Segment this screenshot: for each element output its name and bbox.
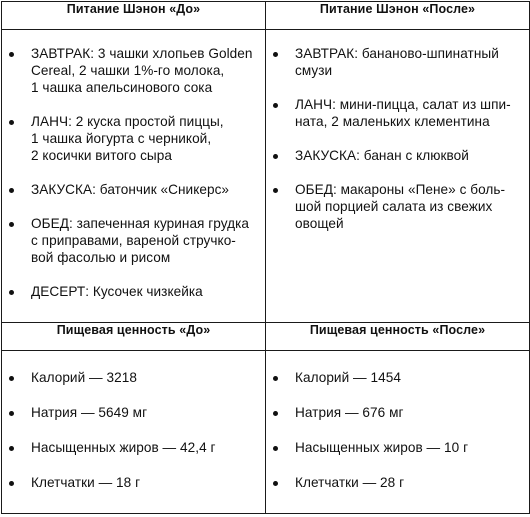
item-line: смузи xyxy=(295,63,333,78)
after-diet-cell xyxy=(266,30,530,323)
after-diet-header: Питание Шэнон «После» xyxy=(266,2,530,30)
bullet-icon xyxy=(9,446,14,451)
after-values-cell xyxy=(266,351,530,514)
values-content-row xyxy=(2,351,530,514)
before-diet-cell xyxy=(2,30,266,323)
item-line: 2 косички витого сыра xyxy=(31,148,172,163)
item-line: ЛАНЧ: мини-пицца, салат из шпи- xyxy=(295,97,511,112)
item-line: ОБЕД: макароны «Пене» с боль- xyxy=(295,182,506,197)
bullet-icon xyxy=(9,376,14,381)
item-text: Клетчатки — 28 г xyxy=(295,475,405,490)
list-item xyxy=(2,369,265,386)
bullet-icon xyxy=(9,120,14,125)
item-line: ЗАВТРАК: 3 чашки хлопьев Golden xyxy=(31,46,253,61)
item-line: ната, 2 маленьких клементина xyxy=(295,114,490,129)
list-item xyxy=(266,404,529,421)
list-item xyxy=(266,45,529,79)
list-item xyxy=(2,215,265,266)
list-item xyxy=(2,474,265,491)
item-text: Натрия — 5649 мг xyxy=(31,405,148,420)
item-line: шой порцией салата из свежих xyxy=(295,199,493,214)
before-values-header: Пищевая ценность «До» xyxy=(2,323,266,351)
item-text: Клетчатки — 18 г xyxy=(31,475,141,490)
bullet-icon xyxy=(273,446,278,451)
item-line: 1 чашка йогурта с черникой, xyxy=(31,131,212,146)
list-item xyxy=(266,369,529,386)
bullet-icon xyxy=(9,290,14,295)
bullet-icon xyxy=(273,52,278,57)
item-line: ДЕСЕРТ: Кусочек чизкейка xyxy=(31,284,203,299)
list-item xyxy=(2,283,265,300)
list-item xyxy=(266,474,529,491)
diet-header-row xyxy=(2,2,530,30)
bullet-icon xyxy=(9,188,14,193)
list-item xyxy=(2,181,265,198)
item-line: ЗАВТРАК: бананово-шпинатный xyxy=(295,46,499,61)
item-text: Калорий — 3218 xyxy=(31,370,137,385)
item-line: Cereal, 2 чашки 1%-го молока, xyxy=(31,63,225,78)
nutrition-table xyxy=(1,1,530,514)
after-values-list xyxy=(266,351,529,491)
list-item xyxy=(2,113,265,164)
list-item xyxy=(2,439,265,456)
after-values-header: Пищевая ценность «После» xyxy=(266,323,530,351)
before-meal-list xyxy=(2,30,265,300)
bullet-icon xyxy=(273,154,278,159)
before-diet-header: Питание Шэнон «До» xyxy=(2,2,266,30)
bullet-icon xyxy=(9,52,14,57)
bullet-icon xyxy=(273,411,278,416)
list-item xyxy=(2,404,265,421)
bullet-icon xyxy=(273,376,278,381)
item-line: с приправами, вареной стручко- xyxy=(31,233,236,248)
diet-content-row xyxy=(2,30,530,323)
list-item xyxy=(266,96,529,130)
list-item xyxy=(266,147,529,164)
list-item xyxy=(266,439,529,456)
item-line: ЗАКУСКА: батончик «Сникерс» xyxy=(31,182,230,197)
item-text: Калорий — 1454 xyxy=(295,370,401,385)
item-text: Насыщенных жиров — 42,4 г xyxy=(31,440,216,455)
after-meal-list xyxy=(266,30,529,232)
before-values-list xyxy=(2,351,265,491)
bullet-icon xyxy=(9,222,14,227)
list-item xyxy=(2,45,265,96)
values-header-row xyxy=(2,323,530,351)
bullet-icon xyxy=(9,411,14,416)
item-line: вой фасолью и рисом xyxy=(31,250,171,265)
item-line: ОБЕД: запеченная куриная грудка xyxy=(31,216,250,231)
item-line: 1 чашка апельсинового сока xyxy=(31,80,213,95)
item-line: ЗАКУСКА: банан с клюквой xyxy=(295,148,469,163)
item-line: овощей xyxy=(295,216,344,231)
item-text: Насыщенных жиров — 10 г xyxy=(295,440,469,455)
item-text: Натрия — 676 мг xyxy=(295,405,404,420)
bullet-icon xyxy=(9,481,14,486)
bullet-icon xyxy=(273,103,278,108)
bullet-icon xyxy=(273,188,278,193)
before-values-cell xyxy=(2,351,266,514)
item-line: ЛАНЧ: 2 куска простой пиццы, xyxy=(31,114,224,129)
bullet-icon xyxy=(273,481,278,486)
list-item xyxy=(266,181,529,232)
